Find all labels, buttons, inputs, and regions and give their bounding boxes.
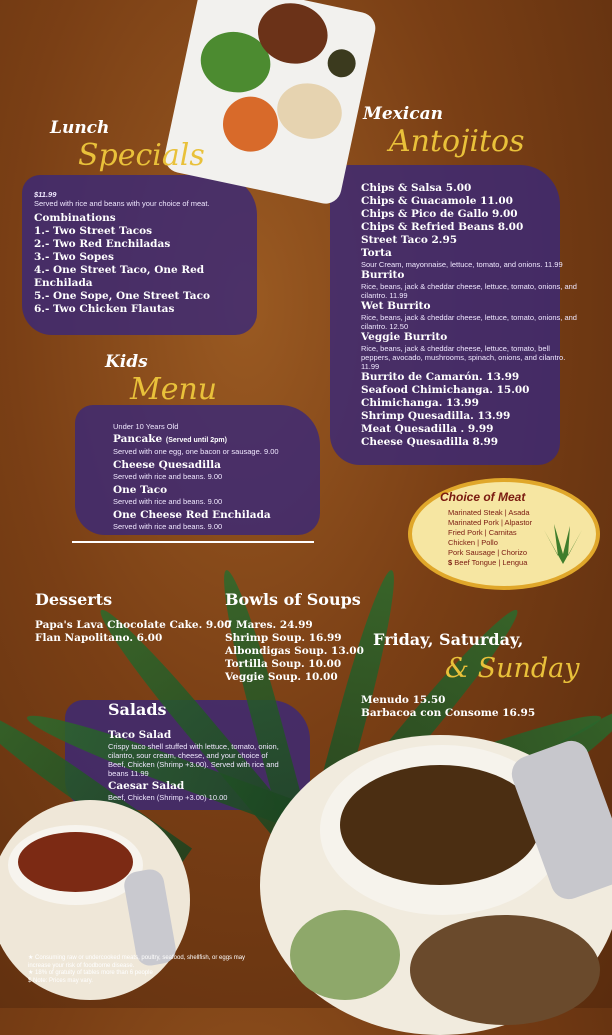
agave-icon [540,522,586,566]
antojito-item-name: Torta [361,247,392,259]
kids-item-name: Cheese Quesadilla [113,459,221,471]
antojito-item-name: Meat Quesadilla . 9.99 [361,423,494,435]
antojito-item-name: Chips & Pico de Gallo 9.00 [361,208,518,220]
combo-item: 3.- Two Sopes [34,251,114,263]
antojito-item-desc: Rice, beans, jack & cheddar cheese, lettuce, tomato, onions, and cilantro. 11.99 [361,282,577,300]
lunch-note: Served with rice and beans with your choice of meat. [34,199,210,208]
footnote-item: $ Note: Prices may vary. [28,977,93,984]
weekend-item: Menudo 15.50 [361,694,446,706]
soup-item: 7 Mares. 24.99 [225,619,313,631]
kids-note: Under 10 Years Old [113,422,179,431]
footnote-text: 18% of gratuity of tables more than 6 people [35,970,153,976]
section-divider [72,541,314,543]
combo-item: 2.- Two Red Enchiladas [34,238,171,250]
antojito-item-desc: Rice, beans, jack & cheddar cheese, lettuce, tomato, onions, and cilantro. 12.50 [361,313,577,331]
desserts-section [35,590,235,645]
lunch-title [34,118,264,180]
footnote-text: Note: Prices may vary. [33,977,93,984]
lunch-title-a: Lunch [50,118,110,138]
kids-item-name: One Cheese Red Enchilada [113,509,271,521]
antojito-item-name: Burrito de Camarón. 13.99 [361,371,520,383]
kids-item-desc: Served with rice and beans. 9.00 [113,472,223,481]
antojito-item-name: Street Taco 2.95 [361,234,458,246]
lunch-specials-section [34,118,264,316]
weekend-section [361,630,601,720]
antojitos-title [361,104,581,182]
kids-item-desc: Served with rice and beans. 9.00 [113,522,223,531]
footnote-item: ★ 18% of gratuity of tables more than 6 people [28,970,153,976]
antojito-item-name: Burrito [361,269,405,281]
meat-line: Chicken | Pollo [448,538,498,547]
salads-section [108,700,283,802]
meat-title: Choice of Meat [440,490,526,504]
antojito-item-name: Chips & Guacamole 11.00 [361,195,513,207]
lunch-price: $11.99 [34,190,57,199]
weekend-title-b: & Sunday [445,653,580,684]
antojitos-title-a: Mexican [363,104,443,124]
antojito-item-name: Seafood Chimichanga. 15.00 [361,384,530,396]
kids-item-desc: Served with rice and beans. 9.00 [113,497,223,506]
antojito-item-name: Shrimp Quesadilla. 13.99 [361,410,511,422]
kids-title-a: Kids [105,352,148,372]
footnote-item: ★ Consuming raw or undercooked meats, poultry, seafood, shellfish, or eggs may increase your risk of foodborne disease. [28,955,246,969]
kids-title-b: Menu [130,372,218,407]
kids-item-tag: (Served until 2pm) [165,437,227,444]
meat-line-last [448,558,532,568]
soup-item: Albondigas Soup. 13.00 [225,645,364,657]
soups-title: Bowls of Soups [225,590,361,609]
antojito-item-desc: Rice, beans, jack & cheddar cheese, lettuce, tomato, bell peppers, avocado, mushrooms, spinach, onions, and cilantro. 11.99 [361,344,566,371]
footnote-text: Consuming raw or undercooked meats, poultry, seafood, shellfish, or eggs may increase your risk of foodborne disease. [28,955,246,969]
meat-line: Pork Sausage | Chorizo [448,548,528,557]
antojito-item-name: Chips & Refried Beans 8.00 [361,221,524,233]
kids-title [105,352,325,410]
kids-menu-section [105,352,325,531]
salad-item-desc: Crispy taco shell stuffed with lettuce, tomato, onion, cilantro, sour cream, cheese, and your choice of Beef, Chicken (Shrimp +3.00). Served with rice and beans 11.99 [108,742,279,778]
salad-item-name: Taco Salad [108,729,172,741]
combos-heading: Combinations [34,212,116,224]
antojito-item-name: Chimichanga. 13.99 [361,397,479,409]
antojitos-list [361,182,581,449]
meat-line: Marinated Steak | Asada [448,508,530,517]
dessert-item: Flan Napolitano. 6.00 [35,632,163,644]
combo-item: 6.- Two Chicken Flautas [34,303,175,315]
combo-item: 4.- One Street Taco, One Red Enchilada [34,264,205,289]
lunch-title-b: Specials [78,138,205,173]
antojitos-section [361,104,581,449]
antojito-item-name: Chips & Salsa 5.00 [361,182,472,194]
antojitos-title-b: Antojitos [389,124,525,159]
desserts-title: Desserts [35,590,113,609]
kids-item-desc: Served with one egg, one bacon or sausage. 9.00 [113,447,279,456]
weekend-item: Barbacoa con Consome 16.95 [361,707,536,719]
weekend-title-a: Friday, Saturday, [373,630,524,649]
antojito-item-name: Wet Burrito [361,300,431,312]
soup-item: Tortilla Soup. 10.00 [225,658,342,670]
meat-line: Marinated Pork | Alpastor [448,518,533,527]
salad-item-desc: Beef, Chicken (Shrimp +3.00) 10.00 [108,793,228,802]
soup-item: Veggie Soup. 10.00 [225,671,338,683]
salads-title: Salads [108,700,167,719]
antojito-item-desc: Sour Cream, mayonnaise, lettuce, tomato, and onions. 11.99 [361,260,563,269]
combo-item: 1.- Two Street Tacos [34,225,153,237]
antojito-item-name: Veggie Burrito [361,331,448,343]
dollar-sign: $ [448,558,453,567]
food-plate-image-right [260,735,612,1035]
dessert-item: Papa's Lava Chocolate Cake. 9.00 [35,619,232,631]
antojito-item-name: Cheese Quesadilla 8.99 [361,436,499,448]
meat-line: Beef Tongue | Lengua [454,558,528,567]
footnotes [28,955,268,985]
kids-item-name: One Taco [113,484,168,496]
choice-of-meat-badge [408,478,600,590]
combo-item: 5.- One Sope, One Street Taco [34,290,210,302]
salad-item-name: Caesar Salad [108,780,185,792]
kids-item-name [113,433,325,447]
soup-item: Shrimp Soup. 16.99 [225,632,342,644]
meat-line: Fried Pork | Carnitas [448,528,517,537]
kids-item-label: Pancake [113,433,163,445]
